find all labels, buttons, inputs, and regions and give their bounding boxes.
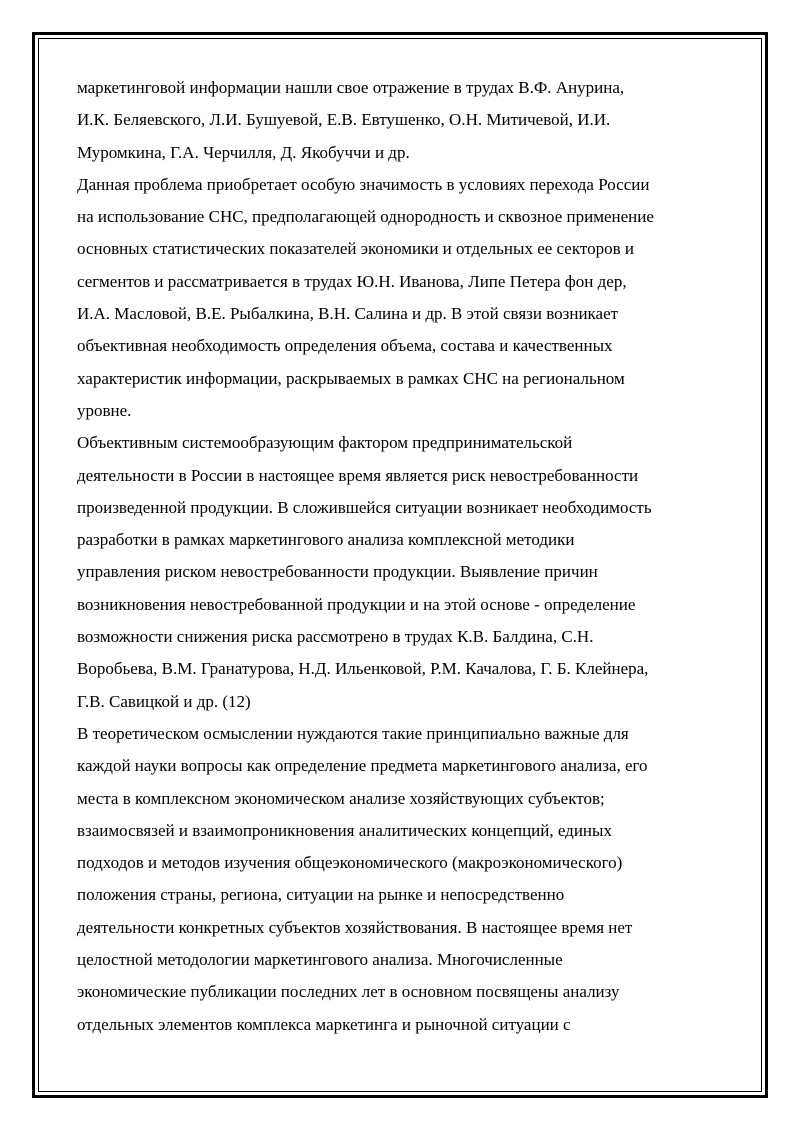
text-line: сегментов и рассматривается в трудах Ю.Н. Иванова, Липе Петера фон дер, — [77, 271, 627, 291]
text-line: основных статистических показателей экономики и отдельных ее секторов и — [77, 239, 634, 259]
text-line: произведенной продукции. В сложившейся ситуации возникает необходимость — [77, 497, 652, 517]
text-line: маркетинговой информации нашли свое отражение в трудах В.Ф. Анурина, — [77, 78, 625, 97]
text-line: И.К. Беляевского, Л.И. Бушуевой, Е.В. Евтушенко, О.Н. Митичевой, И.И. — [77, 110, 611, 130]
text-line: взаимосвязей и взаимопроникновения аналитических концепций, единых — [77, 820, 612, 840]
text-line: деятельности в России в настоящее время является риск невостребованности — [77, 465, 639, 485]
text-line: положения страны, региона, ситуации на рынке и непосредственно — [77, 885, 565, 905]
text-line: подходов и методов изучения общеэкономического (макроэкономического) — [77, 853, 623, 873]
text-line: И.А. Масловой, В.Е. Рыбалкина, В.Н. Салина и др. В этой связи возникает — [77, 304, 619, 324]
text-line: объективная необходимость определения объема, состава и качественных — [77, 336, 613, 356]
text-line: отдельных элементов комплекса маркетинга и рыночной ситуации с — [77, 1014, 571, 1034]
text-line: каждой науки вопросы как определение предмета маркетингового анализа, его — [77, 756, 648, 776]
text-line: Данная проблема приобретает особую значимость в условиях перехода России — [77, 174, 650, 194]
text-line: В теоретическом осмыслении нуждаются такие принципиально важные для — [77, 723, 629, 743]
text-line: Муромкина, Г.А. Черчилля, Д. Якобуччи и др. — [77, 142, 410, 162]
text-line: управления риском невостребованности продукции. Выявление причин — [77, 562, 598, 582]
text-line: возникновения невостребованной продукции и на этой основе - определение — [77, 594, 636, 614]
text-line: Воробьева, В.М. Гранатурова, Н.Д. Ильенковой, Р.М. Качалова, Г. Б. Клейнера, — [77, 659, 649, 679]
text-line: места в комплексном экономическом анализе хозяйствующих субъектов; — [77, 788, 605, 808]
text-line: разработки в рамках маркетингового анализа комплексной методики — [77, 530, 575, 550]
text-line: целостной методологии маркетингового анализа. Многочисленные — [77, 950, 563, 970]
text-line: экономические публикации последних лет в основном посвящены анализу — [77, 982, 620, 1002]
text-line: Г.В. Савицкой и др. (12) — [77, 691, 251, 711]
text-line: возможности снижения риска рассмотрено в трудах К.В. Балдина, С.Н. — [77, 627, 594, 647]
text-line: уровне. — [77, 400, 132, 420]
document-body-text — [77, 72, 737, 1041]
text-line: характеристик информации, раскрываемых в рамках СНС на региональном — [77, 368, 625, 388]
text-line: деятельности конкретных субъектов хозяйствования. В настоящее время нет — [77, 917, 633, 937]
text-line: на использование СНС, предполагающей однородность и сквозное применение — [77, 207, 654, 227]
text-line: Объективным системообразующим фактором предпринимательской — [77, 433, 573, 453]
